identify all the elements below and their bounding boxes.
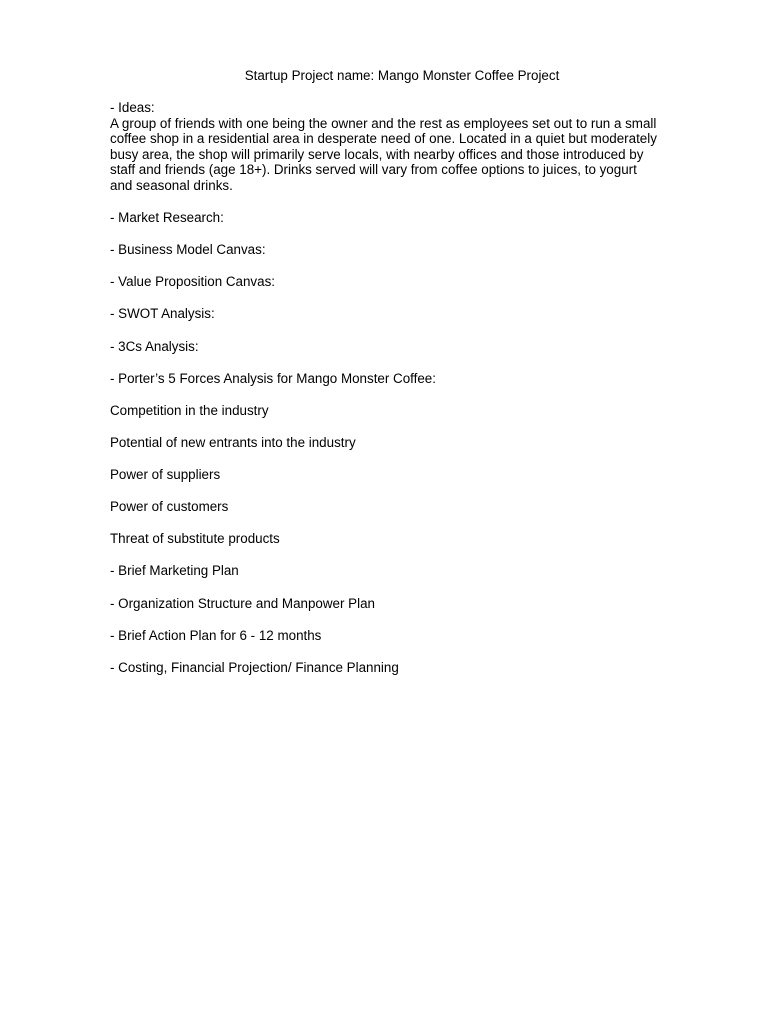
document-title: Startup Project name: Mango Monster Coffee Project — [244, 68, 560, 83]
force-customers: Power of customers — [110, 499, 229, 514]
ideas-section — [110, 100, 710, 193]
section-costing-finance: - Costing, Financial Projection/ Finance Planning — [110, 660, 399, 675]
ideas-line: A group of friends with one being the owner and the rest as employees set out to run a small — [110, 115, 657, 131]
ideas-line: staff and friends (age 18+). Drinks served will vary from coffee options to juices, to yogurt — [110, 162, 637, 177]
ideas-heading: - Ideas: — [110, 100, 155, 115]
force-new-entrants: Potential of new entrants into the industry — [110, 435, 356, 450]
section-business-model-canvas: - Business Model Canvas: — [110, 242, 266, 257]
force-substitutes: Threat of substitute products — [110, 531, 280, 546]
section-3cs-analysis: - 3Cs Analysis: — [110, 339, 199, 354]
ideas-line: and seasonal drinks. — [110, 177, 233, 193]
section-action-plan: - Brief Action Plan for 6 - 12 months — [110, 628, 322, 643]
ideas-line: coffee shop in a residential area in desperate need of one. Located in a quiet but moderately — [110, 131, 657, 146]
force-competition: Competition in the industry — [110, 403, 269, 418]
section-value-proposition-canvas: - Value Proposition Canvas: — [110, 274, 275, 289]
section-marketing-plan: - Brief Marketing Plan — [110, 563, 239, 578]
section-swot-analysis: - SWOT Analysis: — [110, 306, 215, 321]
section-market-research: - Market Research: — [110, 210, 224, 225]
section-porters-five-forces: - Porter’s 5 Forces Analysis for Mango Monster Coffee: — [110, 371, 436, 386]
section-organization-structure: - Organization Structure and Manpower Plan — [110, 596, 375, 611]
ideas-line: busy area, the shop will primarily serve locals, with nearby offices and those introduced by — [110, 146, 644, 162]
force-suppliers: Power of suppliers — [110, 467, 221, 482]
